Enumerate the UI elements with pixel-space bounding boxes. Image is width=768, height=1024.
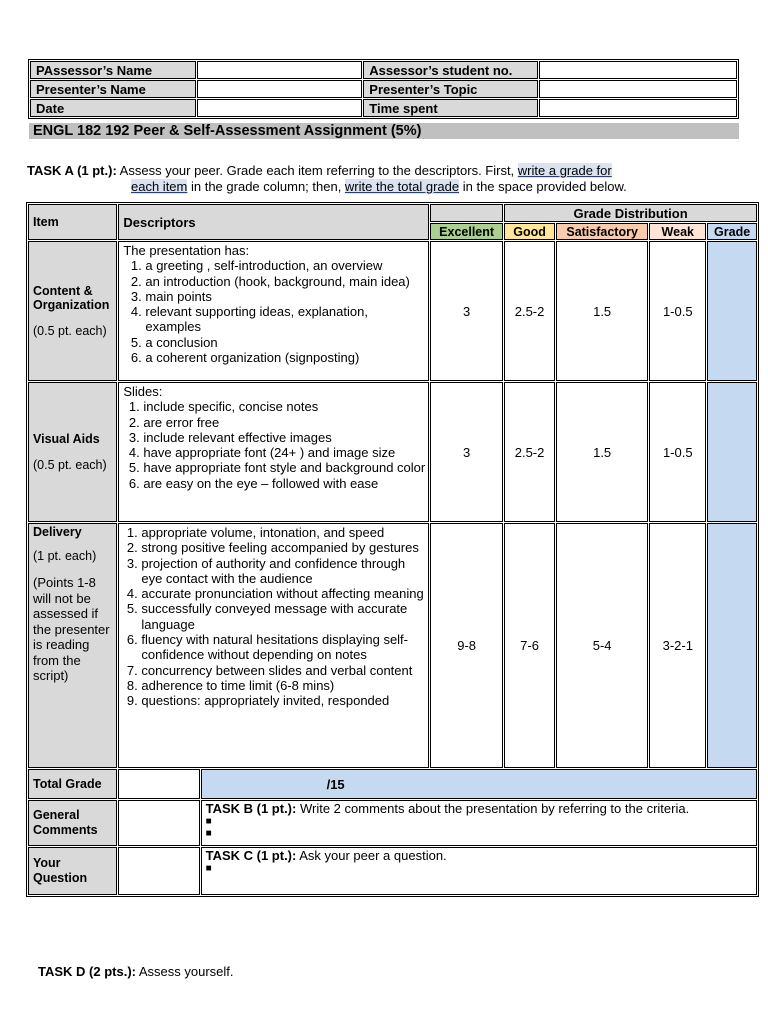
total-grade-label: Total Grade — [28, 769, 117, 799]
assessor-name-label: PAssessor’s Name — [30, 61, 196, 79]
assessor-no-label: Assessor’s student no. — [363, 61, 538, 79]
score-good: 2.5-2 — [504, 241, 555, 381]
descriptor-intro: Slides: — [123, 384, 163, 399]
descriptor-item: 5. a conclusion — [145, 335, 426, 350]
task-c-text: Ask your peer a question. — [296, 848, 447, 863]
descriptor-item: 6. a coherent organization (signposting) — [145, 350, 426, 365]
total-grade-blank[interactable] — [118, 769, 199, 799]
descriptor-item: 7. concurrency between slides and verbal content — [141, 663, 426, 678]
score-satisfactory: 5-4 — [556, 523, 648, 768]
item-header: Item — [28, 204, 117, 240]
score-good: 7-6 — [504, 523, 555, 768]
rubric-table — [26, 202, 759, 897]
task-a-instructions — [27, 163, 627, 194]
level-good: Good — [504, 223, 555, 240]
item-label: Delivery — [33, 525, 82, 539]
descriptor-item: 3. include relevant effective images — [143, 430, 426, 445]
item-delivery — [28, 523, 117, 768]
grade-input-delivery[interactable] — [707, 523, 757, 768]
task-a-highlight-2: write the total grade — [344, 178, 460, 194]
task-c-label: TASK C (1 pt.): — [205, 848, 297, 863]
descriptors-content — [118, 241, 429, 381]
score-good: 2.5-2 — [504, 382, 555, 522]
task-a-label: TASK A (1 pt.): — [27, 163, 117, 178]
level-excellent: Excellent — [430, 223, 503, 240]
presenter-name-label: Presenter’s Name — [30, 80, 196, 98]
descriptor-item: 5. have appropriate font style and background color — [143, 460, 426, 475]
descriptor-item: 3. projection of authority and confidence through eye contact with the audience — [141, 556, 426, 587]
presenter-name-field[interactable] — [197, 80, 363, 98]
task-d-instructions — [38, 964, 234, 979]
general-comments-label: General Comments — [28, 800, 117, 846]
presenter-topic-field[interactable] — [539, 80, 737, 98]
descriptor-item: 4. relevant supporting ideas, explanation, examples — [145, 304, 426, 335]
descriptor-item: 5. successfully conveyed message with accurate language — [141, 601, 426, 632]
task-b-text: Write 2 comments about the presentation by referring to the criteria. — [296, 801, 690, 816]
descriptor-item: 1. appropriate volume, intonation, and speed — [141, 525, 426, 540]
descriptor-item: 4. accurate pronunciation without affecting meaning — [141, 586, 426, 601]
item-label: Visual Aids — [33, 432, 100, 446]
general-comments-field[interactable] — [201, 800, 757, 846]
task-a-text3: in the space provided below. — [459, 178, 627, 194]
descriptors-delivery — [118, 523, 429, 768]
question-bullet: ■ — [205, 863, 212, 874]
item-weight: (1 pt. each) — [33, 549, 97, 563]
your-question-label: Your Question — [28, 847, 117, 895]
task-a-text2: in the grade column; then, — [187, 178, 345, 194]
comment-bullet-1: ■ — [205, 816, 212, 827]
your-question-blank — [118, 847, 199, 895]
total-grade-value: /15 — [201, 769, 757, 799]
presenter-topic-label: Presenter’s Topic — [363, 80, 538, 98]
item-visual-aids — [28, 382, 117, 522]
grade-input-visual[interactable] — [707, 382, 757, 522]
time-spent-field[interactable] — [539, 99, 737, 117]
item-content-organization — [28, 241, 117, 381]
descriptor-item: 1. a greeting , self-introduction, an overview — [145, 258, 426, 273]
grade-distribution-header: Grade Distribution — [504, 204, 757, 222]
descriptor-item: 3. main points — [145, 289, 426, 304]
general-comments-blank — [118, 800, 199, 846]
item-weight: (0.5 pt. each) — [33, 458, 107, 472]
descriptors-visual — [118, 382, 429, 522]
item-note: (Points 1-8 will not be assessed if the presenter is reading from the script) — [33, 575, 110, 683]
score-satisfactory: 1.5 — [556, 382, 648, 522]
score-weak: 3-2-1 — [649, 523, 706, 768]
descriptor-item: 2. are error free — [143, 415, 426, 430]
assessor-no-field[interactable] — [539, 61, 737, 79]
score-weak: 1-0.5 — [649, 241, 706, 381]
task-d-text: Assess yourself. — [135, 964, 234, 979]
score-excellent: 3 — [430, 382, 503, 522]
item-label: Content & Organization — [33, 284, 110, 312]
assignment-title: ENGL 182 192 Peer & Self-Assessment Assignment (5%) — [29, 123, 739, 139]
descriptor-intro: The presentation has: — [123, 243, 250, 258]
header-info-table — [28, 59, 739, 119]
descriptor-item: 9. questions: appropriately invited, responded — [141, 693, 426, 708]
score-satisfactory: 1.5 — [556, 241, 648, 381]
task-a-highlight-1b: each item — [131, 178, 188, 194]
assessor-name-field[interactable] — [197, 61, 363, 79]
comment-bullet-2: ■ — [205, 828, 212, 839]
descriptors-header: Descriptors — [118, 204, 429, 240]
descriptor-item: 2. an introduction (hook, background, main idea) — [145, 274, 426, 289]
task-d-label: TASK D (2 pts.): — [38, 964, 136, 979]
score-weak: 1-0.5 — [649, 382, 706, 522]
item-weight: (0.5 pt. each) — [33, 324, 107, 338]
your-question-field[interactable] — [201, 847, 757, 895]
descriptor-item: 6. fluency with natural hesitations displaying self-confidence without depending on notes — [141, 632, 426, 663]
date-label: Date — [30, 99, 196, 117]
descriptor-item: 1. include specific, concise notes — [143, 399, 426, 414]
level-weak: Weak — [649, 223, 706, 240]
descriptor-item: 4. have appropriate font (24+ ) and image size — [143, 445, 426, 460]
task-a-highlight-1a: write a grade for — [517, 163, 612, 178]
level-satisfactory: Satisfactory — [556, 223, 648, 240]
grade-input-content[interactable] — [707, 241, 757, 381]
descriptor-item: 8. adherence to time limit (6-8 mins) — [141, 678, 426, 693]
task-b-label: TASK B (1 pt.): — [205, 801, 297, 816]
score-excellent: 3 — [430, 241, 503, 381]
task-a-text1: Assess your peer. Grade each item referring to the descriptors. First, — [116, 163, 518, 178]
score-excellent: 9-8 — [430, 523, 503, 768]
descriptor-item: 2. strong positive feeling accompanied by gestures — [141, 540, 426, 555]
level-grade: Grade — [707, 223, 757, 240]
descriptor-item: 6. are easy on the eye – followed with ease — [143, 476, 426, 491]
date-field[interactable] — [197, 99, 363, 117]
time-spent-label: Time spent — [363, 99, 538, 117]
